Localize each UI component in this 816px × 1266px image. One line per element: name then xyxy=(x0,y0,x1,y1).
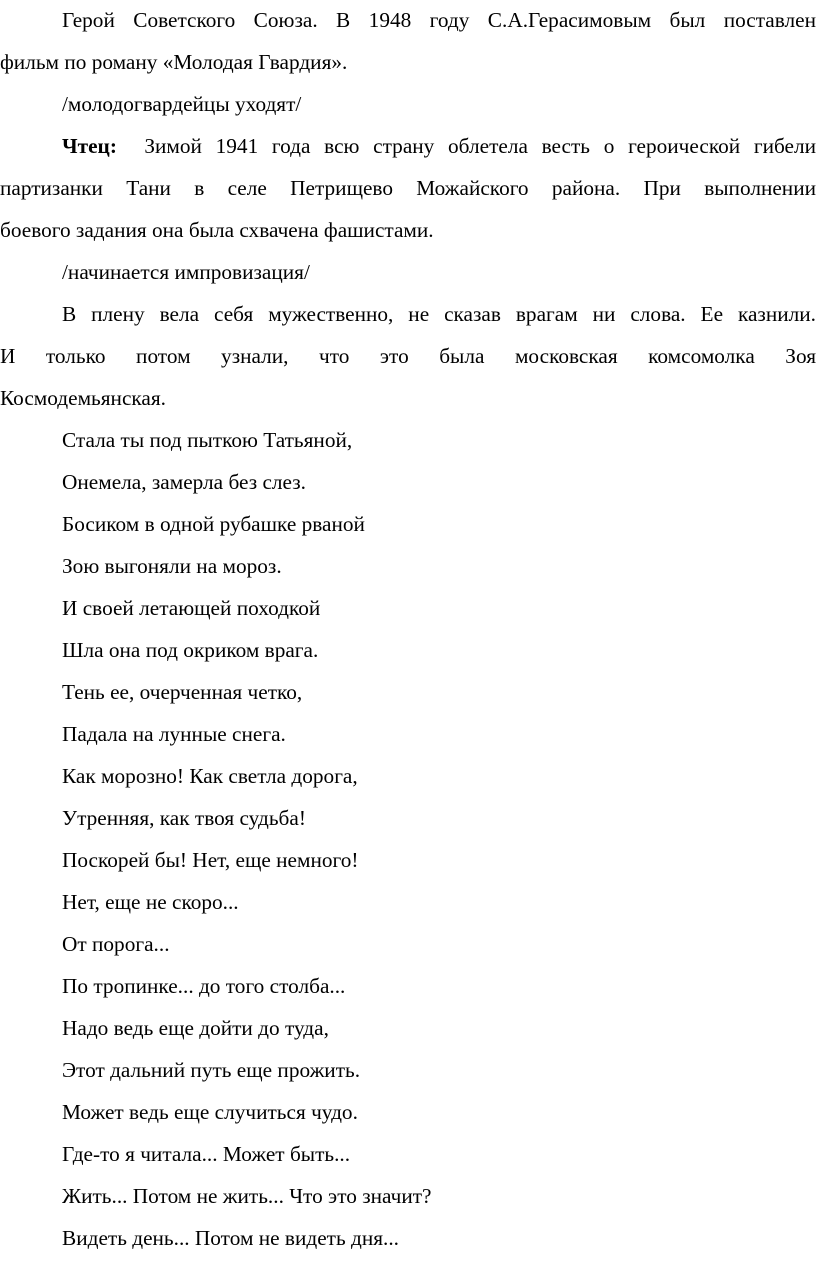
poem-line: По тропинке... до того столба... xyxy=(62,974,346,998)
paragraph-line: И только потом узнали, что это была московская комсомолка Зоя xyxy=(0,344,816,368)
paragraph-line: В плену вела себя мужественно, не сказав врагам ни слова. Ее казнили. xyxy=(62,302,816,326)
poem-line: Где-то я читала... Может быть... xyxy=(62,1142,351,1166)
paragraph-line: Космодемьянская. xyxy=(0,386,167,410)
paragraph-text: Зимой 1941 года всю страну облетела весть о героической гибели xyxy=(144,134,816,158)
poem-line: Этот дальний путь еще прожить. xyxy=(62,1058,361,1082)
poem-line: Падала на лунные снега. xyxy=(62,722,286,746)
speaker-label: Чтец: xyxy=(62,134,117,158)
poem-line: Босиком в одной рубашке рваной xyxy=(62,512,365,536)
stage-direction: /молодогвардейцы уходят/ xyxy=(62,92,302,116)
poem-line: Онемела, замерла без слез. xyxy=(62,470,306,494)
poem-line: Шла она под окриком врага. xyxy=(62,638,319,662)
stage-direction: /начинается импровизация/ xyxy=(62,260,310,284)
poem-line: Видеть день... Потом не видеть дня... xyxy=(62,1226,400,1250)
poem-line: Нет, еще не скоро... xyxy=(62,890,239,914)
poem-line: И своей летающей походкой xyxy=(62,596,321,620)
reader-line xyxy=(62,132,816,160)
poem-line: Жить... Потом не жить... Что это значит? xyxy=(62,1184,432,1208)
poem-line: Надо ведь еще дойти до туда, xyxy=(62,1016,329,1040)
paragraph-line: партизанки Тани в селе Петрищево Можайского района. При выполнении xyxy=(0,176,816,200)
poem-line: Может ведь еще случиться чудо. xyxy=(62,1100,358,1124)
poem-line: От порога... xyxy=(62,932,170,956)
poem-line: Тень ее, очерченная четко, xyxy=(62,680,303,704)
paragraph-line: Герой Советского Союза. В 1948 году С.А.Герасимовым был поставлен xyxy=(62,8,816,32)
paragraph-line: боевого задания она была схвачена фашистами. xyxy=(0,218,434,242)
paragraph-line: фильм по роману «Молодая Гвардия». xyxy=(0,50,348,74)
poem-line: Зою выгоняли на мороз. xyxy=(62,554,282,578)
poem-line: Стала ты под пыткою Татьяной, xyxy=(62,428,353,452)
poem-line: Поскорей бы! Нет, еще немного! xyxy=(62,848,359,872)
poem-line: Как морозно! Как светла дорога, xyxy=(62,764,358,788)
poem-line: Утренняя, как твоя судьба! xyxy=(62,806,306,830)
